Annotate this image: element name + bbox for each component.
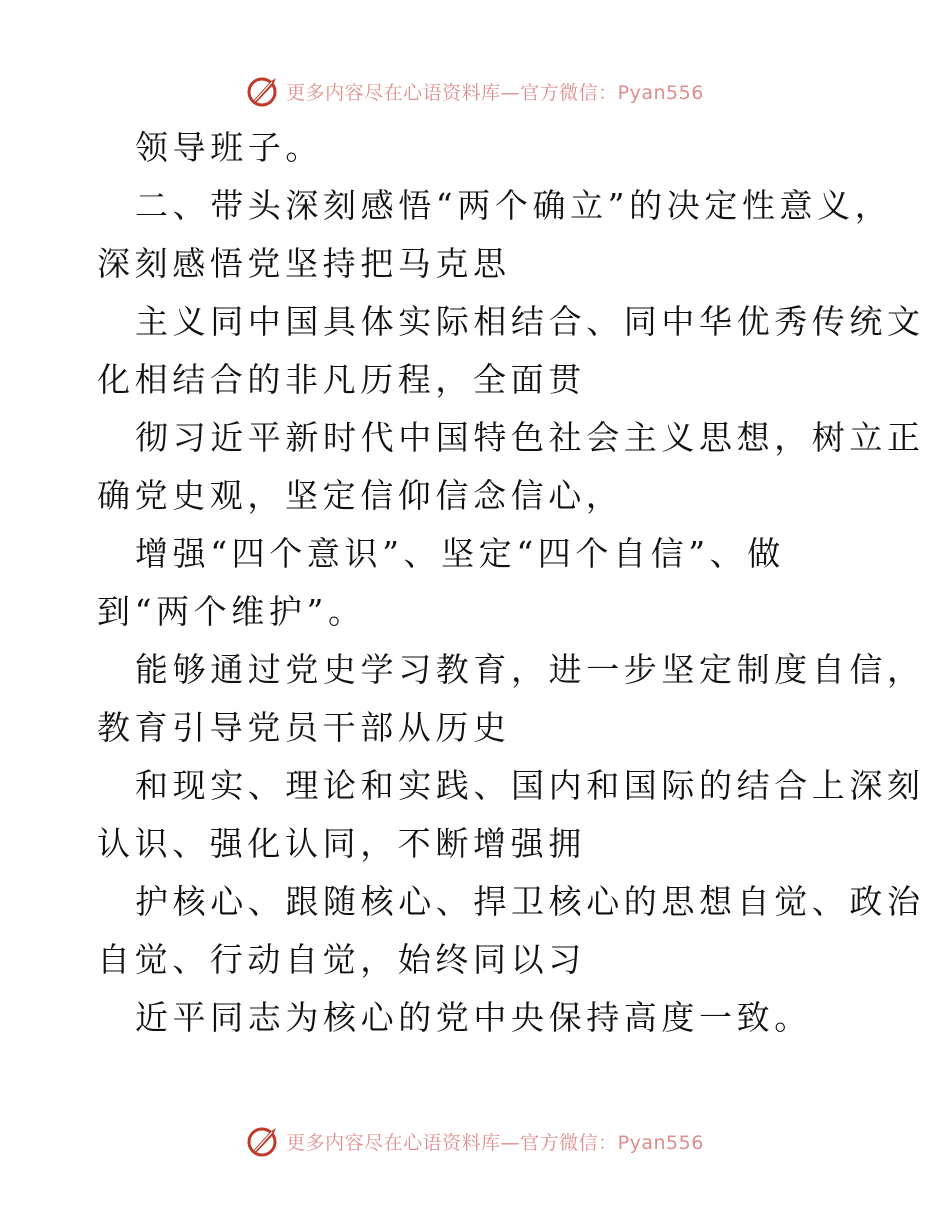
text-line: 认识、强化认同，不断增强拥 — [97, 824, 586, 863]
text-line: 确党史观，坚定信仰信念信心， — [97, 476, 624, 515]
text-line: 能够通过党史学习教育，进一步坚定制度自信， — [135, 650, 925, 689]
text-line: 护核心、跟随核心、捍卫核心的思想自觉、政治 — [135, 882, 925, 921]
text-line: 彻习近平新时代中国特色社会主义思想，树立正 — [135, 418, 925, 457]
text-line: 教育引导党员干部从历史 — [97, 708, 511, 747]
text-line: 领导班子。 — [135, 128, 323, 167]
header-banner — [0, 71, 950, 111]
text-line: 主义同中国具体实际相结合、同中华优秀传统文 — [135, 302, 925, 341]
footer-banner-text: 更多内容尽在心语资料库—官方微信：Pyan556 — [286, 1131, 704, 1154]
quill-pen-logo-icon — [246, 74, 280, 108]
text-line: 近平同志为核心的党中央保持高度一致。 — [135, 998, 812, 1037]
quill-pen-logo-icon — [246, 1124, 280, 1158]
footer-banner — [0, 1121, 950, 1161]
text-line: 到“两个维护”。 — [97, 592, 366, 631]
text-line: 和现实、理论和实践、国内和国际的结合上深刻 — [135, 766, 925, 805]
text-line: 化相结合的非凡历程，全面贯 — [97, 360, 586, 399]
text-line: 深刻感悟党坚持把马克思 — [97, 244, 511, 283]
text-line: 二、带头深刻感悟“两个确立”的决定性意义， — [135, 186, 893, 225]
header-banner-text: 更多内容尽在心语资料库—官方微信：Pyan556 — [286, 81, 704, 104]
text-line: 增强“四个意识”、坚定“四个自信”、做 — [135, 534, 785, 573]
text-line: 自觉、行动自觉，始终同以习 — [97, 940, 586, 979]
